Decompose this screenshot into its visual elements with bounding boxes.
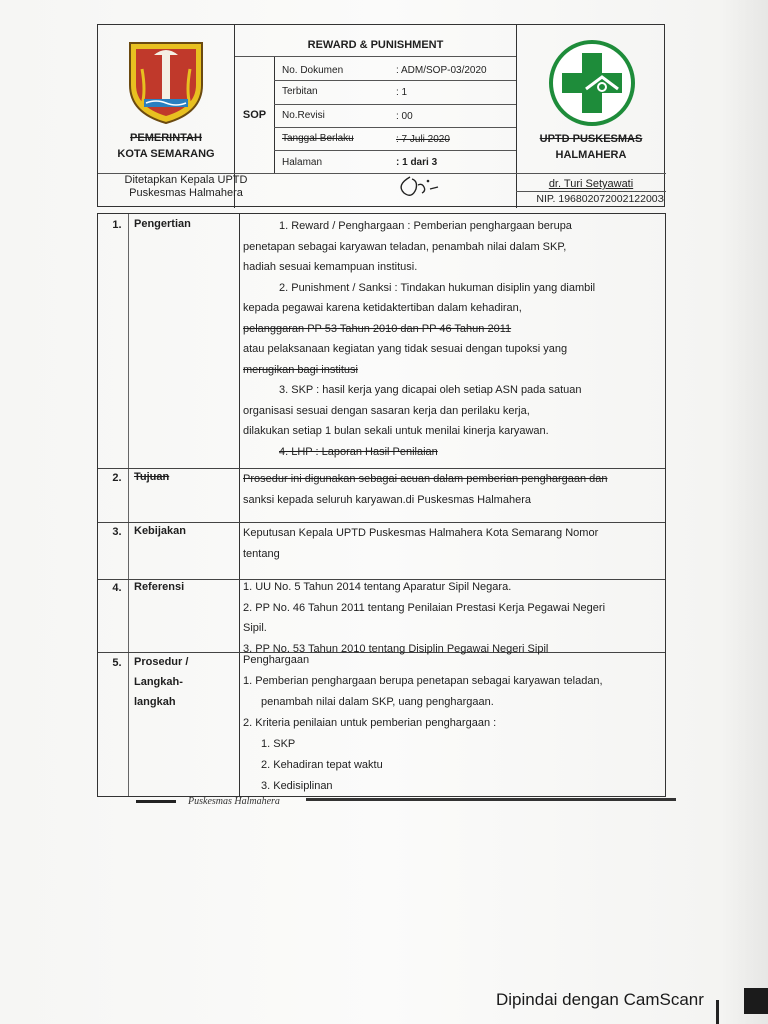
sop-header-table [97, 24, 665, 207]
doctor-name: dr. Turi Setyawati [548, 178, 634, 190]
ditetapkan-line-1: Ditetapkan Kepala UPTD [124, 174, 248, 186]
content-line: Prosedur ini digunakan sebagai acuan dalam pemberian penghargaan dan [243, 473, 608, 485]
content-line: Penghargaan [243, 654, 310, 666]
kota-semarang-label: KOTA SEMARANG [117, 148, 215, 160]
footer-rule-right [306, 798, 676, 801]
content-line: Keputusan Kepala UPTD Puskesmas Halmahera Kota Semarang Nomor [243, 527, 599, 539]
section-3-title: Kebijakan [134, 525, 186, 537]
section-5-content [243, 650, 661, 797]
scan-corner-shadow [744, 988, 768, 1014]
terbitan-label: Terbitan [282, 86, 318, 97]
content-line: penambah nilai dalam SKP, uang penghargaan. [261, 696, 494, 708]
content-line: atau pelaksanaan kegiatan yang tidak sesuai dengan tupoksi yang [243, 343, 568, 355]
sop-content-table [97, 213, 666, 797]
section-1-title: Pengertian [134, 218, 191, 230]
section-4-content [243, 577, 661, 659]
ditetapkan-label [98, 174, 274, 200]
nip-number: NIP. 19680207200212200З [536, 193, 664, 205]
document-title: REWARD & PUNISHMENT [307, 39, 444, 51]
content-line: 3. SKP : hasil kerja yang dicapai oleh setiap ASN pada satuan [279, 384, 582, 396]
page-fold-line [716, 1000, 719, 1024]
puskesmas-logo-icon [546, 39, 638, 127]
city-crest-area [98, 25, 234, 173]
content-line: penetapan sebagai karyawan teladan, penambah nilai dalam SKP, [243, 240, 567, 253]
camscanner-watermark: Dipindai dengan CamScanr [496, 990, 704, 1009]
content-line: 3. PP No. 53 Tahun 2010 tentang Disiplin Pegawai Negeri Sipil [243, 642, 549, 655]
content-line: sanksi kepada seluruh karyawan.di Puskesmas Halmahera [243, 493, 531, 506]
section-5-title [134, 652, 188, 712]
section-4-number: 4. [112, 582, 122, 594]
ditetapkan-line-2: Puskesmas Halmahera [129, 187, 243, 199]
content-line: 2. Punishment / Sanksi : Tindakan hukuman disiplin yang diambil [279, 281, 596, 294]
tanggal-berlaku-value: : 7 Juli 2020 [396, 134, 450, 145]
section-2-title: Tujuan [134, 471, 170, 483]
terbitan-value: : 1 [396, 87, 408, 98]
section-5-title-line: langkah [134, 696, 176, 708]
content-line: Sipil. [243, 622, 267, 634]
content-line: 1. UU No. 5 Tahun 2014 tentang Aparatur Sipil Negara. [243, 581, 512, 593]
tanggal-berlaku-label: Tanggal Berlaku [282, 133, 354, 144]
section-4-title: Referensi [134, 581, 185, 593]
section-2-content [243, 469, 661, 510]
section-3-number: 3. [112, 526, 122, 538]
section-3-content [243, 523, 661, 564]
content-line: 1. SKP [261, 738, 296, 750]
content-line: kepada pegawai karena ketidaktertiban dalam kehadiran, [243, 302, 522, 314]
section-5-title-line: Langkah- [134, 676, 183, 688]
content-line: organisasi sesuai dengan sasaran kerja dan perilaku kerja, [243, 404, 530, 417]
halaman-value: : 1 dari 3 [396, 157, 438, 168]
semarang-crest-icon [126, 39, 206, 125]
no-revisi-value: : 00 [396, 111, 413, 122]
content-line: hadiah sesuai kemampuan institusi. [243, 261, 418, 273]
content-line: 3. Kedisiplinan [261, 780, 333, 792]
no-dokumen-label: No. Dokumen [282, 65, 344, 76]
halmahera-label: HALMAHERA [555, 149, 627, 161]
pemerintah-label: PEMERINTAH [130, 132, 202, 144]
content-line: 2. Kriteria penilaian untuk pemberian penghargaan : [243, 717, 497, 729]
page-edge-shadow [720, 0, 768, 1024]
no-revisi-label: No.Revisi [282, 110, 325, 121]
footer-rule-left [136, 800, 176, 803]
content-line: 2. PP No. 46 Tahun 2011 tentang Penilaian Prestasi Kerja Pegawai Negeri [243, 601, 606, 614]
content-line: pelanggaran PP 53 Tahun 2010 dan PP 46 Tahun 2011 [243, 322, 512, 335]
signature-icon [394, 171, 444, 205]
content-line: tentang [243, 547, 280, 560]
section-1-content [243, 216, 661, 462]
content-line: 4. LHP : Laporan Hasil Penilaian [279, 445, 438, 458]
content-line: 1. Pemberian penghargaan berupa penetapan sebagai karyawan teladan, [243, 675, 603, 687]
content-line: merugikan bagi institusi [243, 363, 358, 376]
uptd-puskesmas-label: UPTD PUSKESMAS [539, 133, 643, 145]
section-2-number: 2. [112, 472, 122, 484]
section-5-title-line: Prosedur / [134, 656, 189, 668]
section-5-number: 5. [112, 657, 122, 669]
footer-text: Puskesmas Halmahera [188, 796, 280, 807]
content-line: dilakukan setiap 1 bulan sekali untuk menilai kinerja karyawan. [243, 425, 549, 437]
content-line: 2. Kehadiran tepat waktu [261, 759, 383, 771]
no-dokumen-value: : ADM/SOP-03/2020 [396, 65, 487, 76]
halaman-label: Halaman [282, 157, 323, 168]
sop-label: SOP [242, 109, 267, 121]
section-1-number: 1. [112, 219, 122, 231]
content-line: 1. Reward / Penghargaan : Pemberian penghargaan berupa [279, 220, 572, 232]
